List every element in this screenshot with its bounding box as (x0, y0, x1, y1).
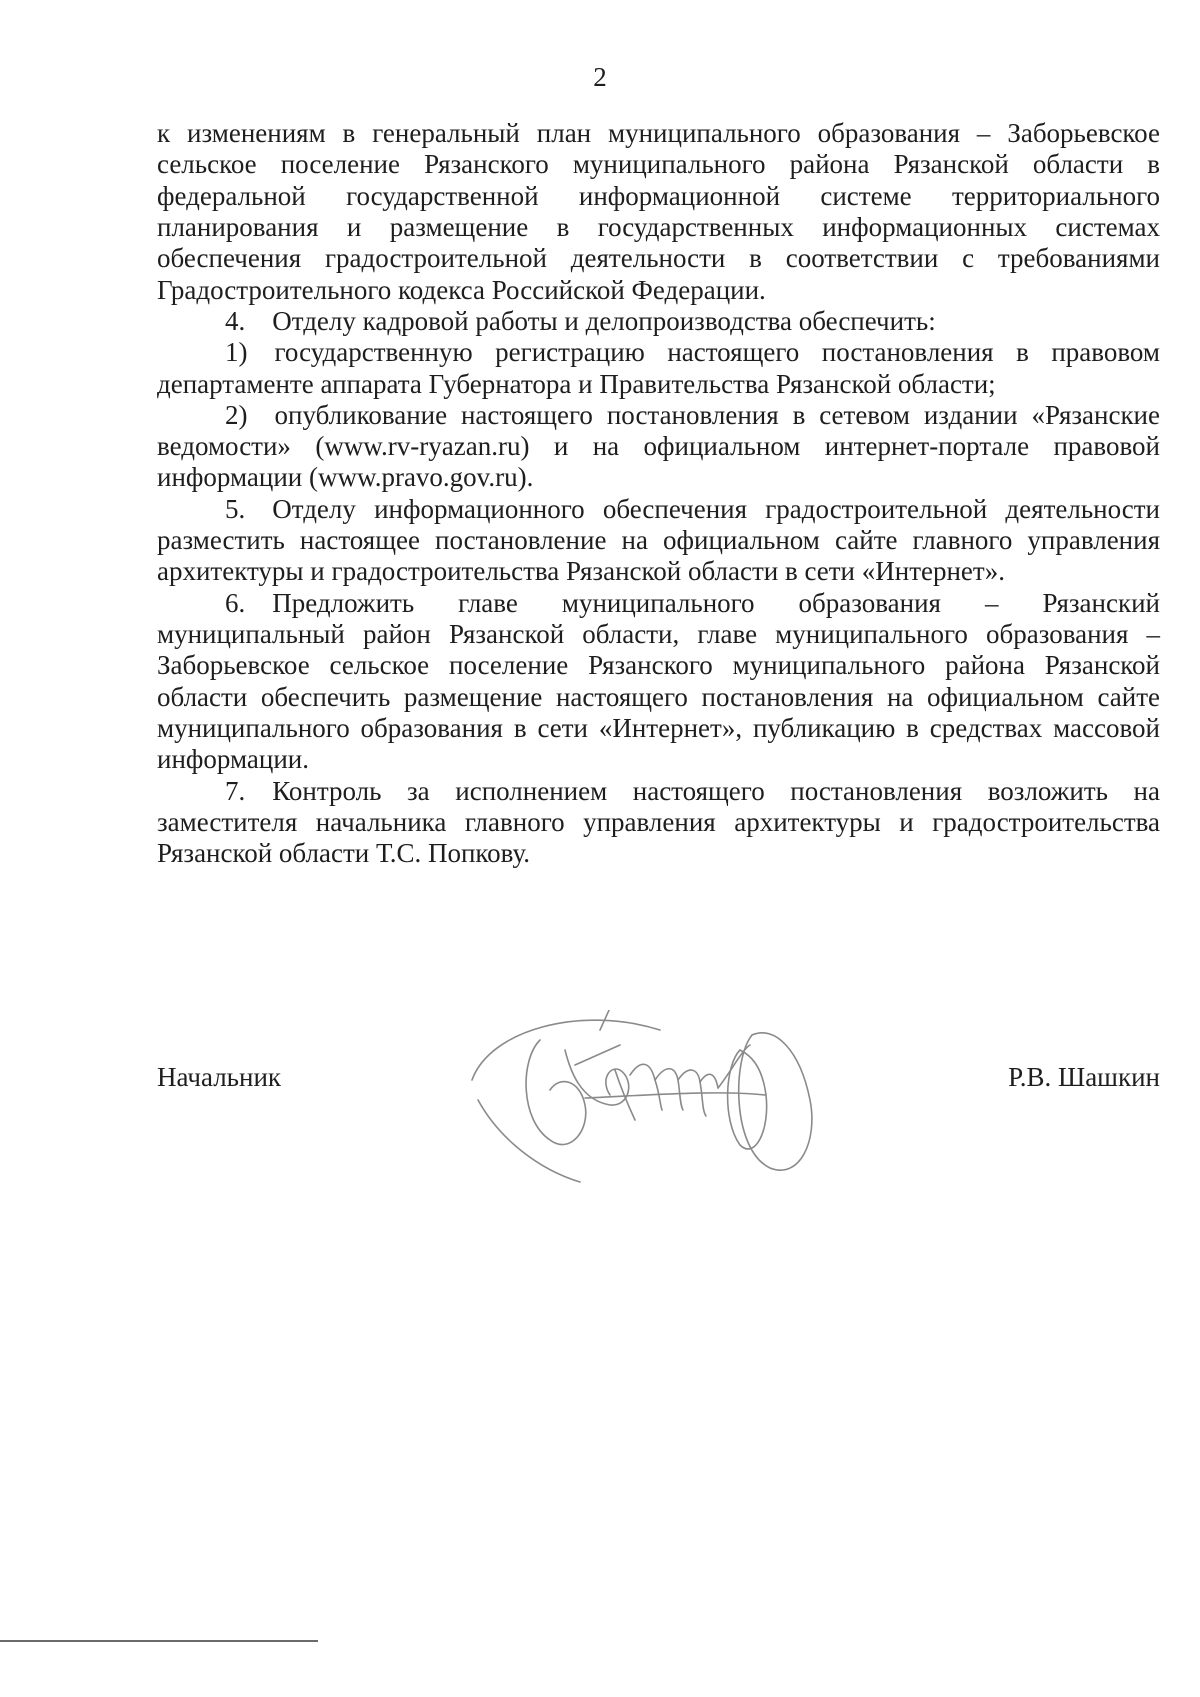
footer-rule (0, 1640, 318, 1642)
paragraph-item-5: 5. Отделу информационного обеспечения градостроительной деятельности разместить настоящее постановление на официальном сайте главного управления архитектуры и градостроительства Рязанской области в сети «Интернет». (157, 493, 1160, 587)
paragraph-item-7: 7. Контроль за исполнением настоящего постановления возложить на заместителя начальника главного управления архитектуры и градостроительства Рязанской области Т.С. Попкову. (157, 775, 1160, 869)
document-body (157, 118, 1160, 870)
handwritten-signature (470, 1010, 830, 1185)
paragraph-continuation: к изменениям в генеральный план муниципального образования – Заборьевское сельское поселение Рязанского муниципального района Рязанской области в федеральной государственной информационной системе территориального планирования и размещение в государственных информационных системах обеспечения градостроительной деятельности в соответствии с требованиями Градостроительного кодекса Российской Федерации. (157, 118, 1160, 305)
signatory-name: Р.В. Шашкин (1008, 1062, 1160, 1092)
page-number: 2 (593, 62, 607, 92)
signatory-position: Начальник (157, 1062, 282, 1092)
paragraph-item-4: 4. Отделу кадровой работы и делопроизводства обеспечить: (225, 305, 936, 336)
paragraph-item-4-2: 2) опубликование настоящего постановления в сетевом издании «Рязанские ведомости» (www.rv-ryazan.ru) и на официальном интернет-портале правовой информации (www.pravo.gov.ru). (157, 399, 1160, 493)
paragraph-item-4-1: 1) государственную регистрацию настоящего постановления в правовом департаменте аппарата Губернатора и Правительства Рязанской области; (157, 337, 1160, 399)
paragraph-item-6: 6. Предложить главе муниципального образования – Рязанский муниципальный район Рязанской области, главе муниципального образования – Заборьевское сельское поселение Рязанского муниципального района Рязанской области обеспечить размещение настоящего постановления на официальном сайте муниципального образования в сети «Интернет», публикацию в средствах массовой информации. (157, 587, 1160, 775)
